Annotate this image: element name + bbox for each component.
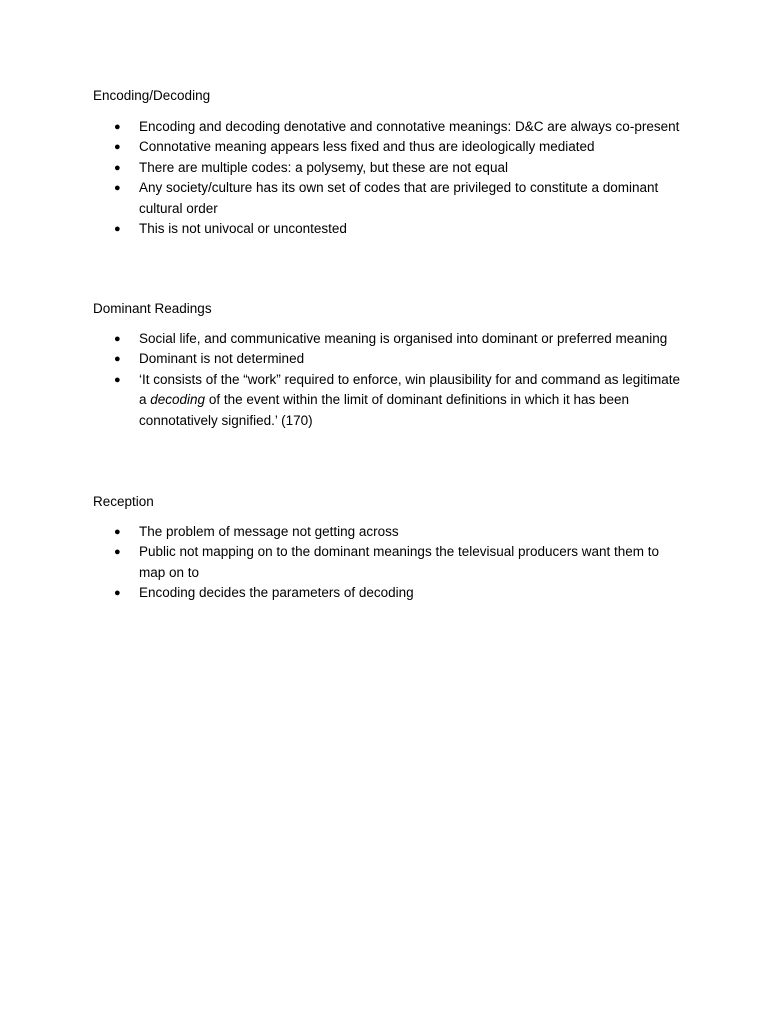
list-item-text: Any society/culture has its own set of codes that are privileged to constitute a dominant cultural order (139, 180, 659, 216)
list-item (93, 329, 683, 349)
dominant-readings-list (93, 329, 683, 431)
list-item (93, 522, 683, 542)
list-item-text: Encoding decides the parameters of decoding (139, 585, 414, 601)
bullet-icon: ● (114, 333, 121, 345)
list-item (93, 370, 683, 431)
bullet-icon: ● (114, 587, 121, 600)
quote-text-start: ‘It consists of the “work” required to enforce, win plausibility for and command as legitimate a (139, 371, 680, 408)
bullet-icon: ● (114, 353, 121, 366)
list-item-text: Encoding and decoding denotative and connotative meanings: D&C are always co-present (139, 119, 680, 134)
list-item-text: Dominant is not determined (139, 351, 305, 367)
list-item (93, 158, 683, 178)
list-item (93, 349, 683, 369)
list-item (93, 117, 683, 137)
list-item (93, 137, 683, 157)
list-item (93, 542, 683, 583)
list-item (93, 219, 683, 239)
list-item-text: This is not univocal or uncontested (139, 221, 347, 237)
list-item-text: Connotative meaning appears less fixed and thus are ideologically mediated (139, 139, 595, 155)
bullet-icon: ● (114, 161, 121, 174)
list-item-text: There are multiple codes: a polysemy, but these are not equal (139, 159, 508, 175)
list-item (93, 583, 683, 603)
encoding-decoding-list (93, 117, 683, 239)
bullet-icon: ● (114, 223, 121, 236)
bullet-icon: ● (114, 182, 121, 195)
section-heading-encoding-decoding: Encoding/Decoding (93, 88, 211, 103)
section-heading-dominant-readings: Dominant Readings (93, 301, 212, 316)
bullet-icon: ● (114, 526, 121, 538)
list-item-text: Social life, and communicative meaning is organised into dominant or preferred meaning (139, 331, 668, 346)
list-item (93, 178, 683, 219)
bullet-icon: ● (114, 373, 121, 386)
quote-emphasis: decoding (150, 392, 206, 408)
list-item-text: Public not mapping on to the dominant meanings the televisual producers want them to map on to (139, 544, 660, 580)
bullet-icon: ● (114, 546, 121, 559)
section-heading-reception: Reception (93, 494, 154, 509)
bullet-icon: ● (114, 121, 121, 133)
reception-list (93, 522, 683, 604)
bullet-icon: ● (114, 141, 121, 154)
quote-text-end: of the event within the limit of dominant definitions in which it has been connotatively signified.’ (170) (139, 392, 630, 428)
list-item-text: The problem of message not getting across (139, 524, 399, 539)
